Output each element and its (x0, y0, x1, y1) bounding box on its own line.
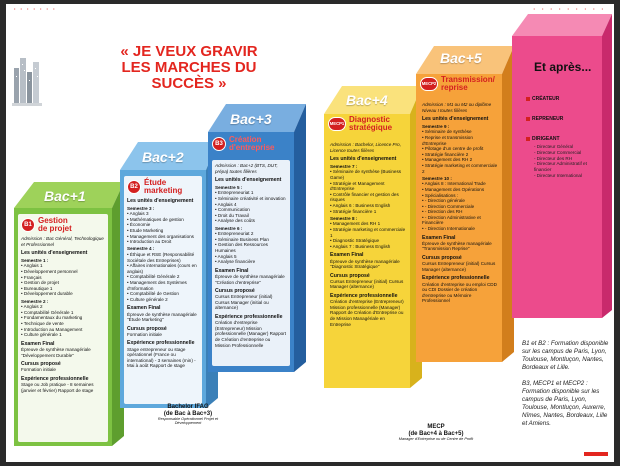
campus-note-b1b2: B1 et B2 : Formation disponible sur les campus de Paris, Lyon, Toulouse, Montluçon, Nantes, Bordeaux et Lille. (522, 340, 609, 371)
step-bac4-title-2: stratégique (349, 123, 393, 132)
list-item: • Fondamentaux du marketing (21, 315, 83, 321)
step-bac5-exam-text: Épreuve de synthèse managériale "Transmission Reprise" (422, 240, 492, 252)
step-bac1-pro-title: Expérience professionnelle (21, 375, 89, 382)
list-item: • Anglais 7 : Business English (330, 243, 391, 249)
list-item: - Directeur Administratif et financier (534, 161, 587, 173)
step-bac3-title-1: Création (229, 135, 262, 144)
step-bac5-sem9: Semestre 9 : (422, 123, 450, 129)
list-item: • Anglais 8 : International Trade (422, 181, 486, 187)
step-bac4-sem8-list (330, 221, 406, 249)
step-bac2-exam-title: Examen Final (127, 305, 161, 312)
step-bac5-pro-title: Expérience professionnelle (422, 275, 490, 282)
badge-b3: B3 (212, 137, 226, 151)
badge-mecp2: MECP2 (420, 77, 438, 91)
list-item: - Directeur Général (534, 144, 574, 149)
step-bac1-sem2-list (21, 304, 105, 338)
step-bac2-sem3-list (127, 211, 199, 245)
list-item: • Séminaire Business Plan (215, 236, 269, 242)
step-bac3-title-2: d'entreprise (229, 143, 275, 152)
list-item: • Culture générale 2 (127, 296, 168, 302)
apres-item-dirigeant (526, 136, 560, 142)
headline-line-2: LES MARCHES DU SUCCÈS » (121, 59, 257, 92)
step-bac1-exam-title: Examen Final (21, 340, 55, 347)
step-bac3-title (229, 136, 274, 152)
list-item: • Anglais 2 (21, 304, 43, 310)
step-bac4-course-title: Cursus proposé (330, 272, 370, 279)
list-item: • Français (21, 274, 42, 280)
apres-title: Et après... (534, 60, 592, 74)
list-item: • - Direction générale (422, 198, 465, 204)
step-bac5-panel (420, 100, 500, 358)
list-item: - Directeur Commercial (534, 149, 582, 155)
list-item: • Séminaire créativité et innovation (215, 196, 286, 202)
list-item: • Management des Systèmes d'Information (127, 279, 187, 291)
footer-bachelor-desc: Responsable Opérationnel Projet et Développement (157, 417, 219, 426)
list-item: • Technique de vente (21, 320, 64, 326)
list-item: • Anglais 5 (215, 253, 237, 259)
step-bac5-exam-title: Examen Final (422, 234, 456, 241)
step-bac3-exam-title: Examen Final (215, 267, 249, 274)
step-bac1-admission: Admission : Bac Général, Technologique et Professionnel (21, 236, 104, 247)
step-bac3-course-text: Cursus Entrepreneur (initial) Cursus Manager (initial ou alternance) (215, 294, 273, 311)
step-bac1-units-title: Les unités d'enseignement (21, 250, 88, 257)
apres-dirigeant-list (534, 144, 604, 179)
apres-item-dirigeant-label: DIRIGEANT (532, 136, 560, 142)
badge-b2: B2 (127, 180, 141, 194)
step-bac3-course-title: Cursus proposé (215, 288, 255, 295)
step-bac1-exam-text: Épreuve de synthèse managériale "Développement Durable" (21, 346, 91, 358)
list-item: • Éthique et RSE (Responsabilité Sociétale des Entreprises) (127, 251, 195, 263)
step-bac5-title-1: Transmission/ (441, 75, 495, 84)
step-bac2-course-title: Cursus proposé (127, 325, 167, 332)
list-item: • Séminaire de synthèse (Business Game) (330, 169, 402, 181)
list-item: • Gestion des Ressources Humaines (215, 242, 268, 253)
list-item: • Introduction au Droit (127, 239, 172, 245)
footer-mecp-title: MECP (427, 424, 445, 430)
list-item: • Stratégie marketing et commerciale 1 (330, 226, 406, 238)
step-bac4-sem7-list (330, 169, 406, 214)
footer-mecp (396, 424, 476, 441)
step-bac2-title-2: marketing (144, 186, 183, 195)
step-bac2-title (144, 179, 182, 195)
apres-item-repreneur (526, 116, 563, 122)
step-bac5-course-title: Cursus proposé (422, 255, 462, 262)
list-item: • Diagnostic Stratégique (330, 238, 380, 244)
list-item: • Affaires internationales (cours en anglais) (127, 263, 197, 274)
step-bac4 (318, 84, 422, 392)
list-item: • Mathématiques de gestion (127, 216, 184, 222)
list-item: • Spécialisations : (422, 192, 459, 198)
footer-mecp-desc: Manager d'Entreprise ou de Centre de Profit (398, 437, 474, 441)
step-bac5-label: Bac+5 (440, 50, 482, 66)
brochure-page (6, 4, 614, 462)
red-corner-mark (584, 452, 608, 456)
campus-notes (522, 340, 612, 428)
list-item: • Analyse financière (215, 259, 256, 265)
list-item: • - Direction Commerciale (422, 203, 475, 209)
step-bac2-units-title: Les unités d'enseignement (127, 198, 194, 204)
step-bac2-panel (124, 176, 202, 404)
headline-line-1: « JE VEUX GRAVIR (120, 43, 258, 60)
apres-item-repreneur-label: REPRENEUR (532, 116, 564, 122)
step-bac2-label: Bac+2 (142, 149, 184, 165)
list-item: • Comptabilité Générale 2 (127, 274, 180, 280)
step-bac5-sem10: Semestre 10 : (422, 175, 452, 181)
step-bac2-sem4: Semestre 4 : (127, 246, 155, 252)
footer-mecp-subtitle: (de Bac+4 à Bac+5) (408, 430, 464, 437)
list-item: • Bureautique 1 (21, 285, 53, 291)
city-skyline-illustration (12, 50, 42, 106)
top-strip-left: • • • • • • • (14, 6, 57, 11)
campus-note-b3: B3, MECP1 et MECP2 : Formation disponible sur les campus de Paris, Lyon, Toulouse, Montluçon, Auxerre, Nîmes, Nantes, Bordeaux, Lille et Amiens. (522, 380, 608, 427)
list-item: • Analyse des coûts (215, 218, 255, 224)
step-bac2-pro-text: Stage entrepreneur ou stage opérationnel (France ou international) - 3 semaines (min) - Mai à août Rapport de stage (127, 346, 196, 369)
list-item: • Management des RH 2 (422, 157, 473, 163)
step-bac3 (202, 102, 306, 376)
step-bac5-pro-text: Création d'entreprise ou emploi CDD ou CDI Dossier de création d'entreprise ou Mémoire Professionnel (422, 281, 497, 304)
step-bac1-label: Bac+1 (44, 188, 86, 204)
list-item: • Entrepreneuriat 2 (215, 231, 254, 237)
step-bac3-pro-text: Création d'entreprise (Entrepreneur) Mission professionnelle (Manager) Rapport de Création d'entreprise ou Mission Professionnelle (215, 320, 286, 348)
list-item: • Anglais 6 : Business English (330, 203, 391, 209)
step-bac5-sem10-list (422, 181, 498, 231)
step-bac3-sem5-list (215, 190, 287, 224)
step-bac1-course-text: Formation initiale (21, 367, 56, 373)
step-bac1-sem1-list (21, 263, 105, 297)
list-item: • Comptabilité Générale 1 (21, 309, 74, 315)
list-item: • Développement durable (21, 291, 73, 297)
apres-item-createur (526, 96, 559, 102)
step-bac3-sem6: Semestre 6 : (215, 225, 243, 231)
step-bac3-sem5: Semestre 5 : (215, 184, 243, 190)
apres-item-createur-label: CRÉATEUR (532, 96, 560, 102)
step-bac2-pro-title: Expérience professionnelle (127, 340, 195, 347)
step-bac5-admission: Admission : M1 ou M2 ou diplôme Niveau I toutes filières (422, 102, 492, 113)
list-item: • Management des RH 1 (330, 221, 381, 227)
step-bac3-header (212, 136, 274, 152)
list-item: • Etude Marketing (127, 228, 164, 234)
footer-bachelor (148, 404, 228, 426)
badge-b1: B1 (21, 218, 35, 232)
list-item: • Entrepreneuriat 1 (215, 190, 254, 196)
list-item: • Stratégie et Management d'Entreprise (330, 180, 385, 192)
step-bac3-panel (212, 160, 290, 366)
step-bac4-sem7: Semestre 7 : (330, 163, 358, 169)
list-item: • Management des Opérations (422, 186, 485, 192)
step-bac2-sem4-list (127, 252, 199, 302)
headline (94, 44, 284, 92)
list-item: • Contrôle financier et gestion des risques (330, 191, 399, 203)
step-bac3-sem6-list (215, 231, 287, 265)
step-bac3-units-title: Les unités d'enseignement (215, 177, 282, 184)
step-bac3-exam-text: Épreuve de synthèse managériale "Création d'entreprise" (215, 273, 285, 285)
step-bac1 (8, 180, 124, 450)
list-item: • - Direction Internationale (422, 226, 475, 232)
list-item: • Anglais 4 (215, 201, 237, 207)
step-bac5-header (420, 76, 495, 92)
list-item: • Stratégie financière 1 (330, 208, 377, 214)
list-item: • Communication (215, 207, 250, 213)
step-bac4-exam-title: Examen Final (330, 252, 364, 259)
step-bac4-units-title: Les unités d'enseignement (330, 156, 397, 163)
step-bac1-sem2: Semestre 2 : (21, 298, 49, 304)
list-item: • Culture générale 1 (21, 332, 62, 338)
step-bac3-label: Bac+3 (230, 111, 272, 127)
list-item: • Développement personnel (21, 269, 78, 275)
step-bac2-course-text: Formation initiale (127, 331, 162, 337)
top-strip-right: • • • • • • • • • (533, 6, 606, 11)
step-bac4-header (328, 116, 392, 132)
step-bac1-panel (18, 214, 108, 442)
badge-mecp1: MECP1 (328, 117, 346, 131)
step-bac4-pro-text: Création d'entreprise (Entrepreneur) Mission professionnelle (Manager) Rapport de Création d'Entreprise ou de Mission Managériale en Entreprise (330, 299, 404, 327)
step-bac4-title (349, 116, 392, 132)
step-bac1-sem1: Semestre 1 : (21, 257, 49, 263)
step-bac4-admission: Admission : Bachelor, Licence Pro, Licence toutes filières (330, 142, 401, 153)
step-bac5-units-title: Les unités d'enseignement (422, 116, 489, 123)
step-bac1-pro-text: Stage ou Job pratique - 8 semaines (janvier et février) Rapport de stage (21, 382, 94, 393)
step-bac5-title-2: reprise (441, 83, 468, 92)
step-bac5 (410, 44, 514, 366)
step-bac4-label: Bac+4 (346, 92, 388, 108)
step-bac5-title (441, 76, 495, 92)
list-item: • Anglais 1 (21, 263, 43, 269)
step-et-apres (508, 12, 612, 322)
step-bac5-sem9-list (422, 129, 498, 174)
step-bac4-title-1: Diagnostic (349, 115, 390, 124)
step-bac4-exam-text: Épreuve de synthèse managériale "Diagnostic Stratégique" (330, 258, 400, 270)
list-item: • - Direction des RH (422, 209, 463, 215)
step-bac3-admission: Admission : Bac+2 (BTS, DUT, prépa) toutes filières (215, 163, 278, 174)
footer-bachelor-subtitle: (de Bac à Bac+3) (163, 410, 213, 417)
step-bac2-exam-text: Épreuve de synthèse managériale "Étude Marketing" (127, 311, 197, 323)
list-item: • Reprise et transmission d'Entreprise (422, 135, 473, 146)
step-bac4-course-text: Cursus Entrepreneur (initial) Cursus Manager (alternance) (330, 278, 404, 290)
list-item: • Stratégie financière 2 (422, 151, 469, 157)
step-bac1-title-2: de projet (38, 224, 72, 233)
list-item: • Économie (127, 222, 151, 228)
list-item: • Droit du Travail (215, 212, 249, 218)
list-item: • Comptabilité de Gestion (127, 291, 179, 297)
step-bac4-panel (328, 140, 408, 384)
list-item: • Stratégie marketing et commerciale 2 (422, 163, 498, 174)
list-item: • Introduction au Management (21, 326, 83, 332)
list-item: • Anglais 3 (127, 211, 149, 217)
footer-bachelor-title: Bachelor IFAG (167, 404, 209, 410)
step-bac3-pro-title: Expérience professionnelle (215, 314, 283, 321)
list-item: - Directeur International (534, 172, 583, 178)
step-bac2-sem3: Semestre 3 : (127, 205, 155, 211)
list-item: • Séminaire de synthèse (422, 129, 472, 135)
list-item: • Gestion de projet (21, 280, 59, 286)
list-item: • Management des organisations (127, 233, 194, 239)
step-bac5-course-text: Cursus Entrepreneur (initial) Cursus Manager (alternance) (422, 261, 496, 272)
list-item: • - Direction Administrative et Financière (422, 214, 481, 226)
step-bac1-course-title: Cursus proposé (21, 361, 61, 368)
step-bac1-title-1: Gestion (38, 216, 68, 225)
list-item: • Pilotage d'un centre de profit (422, 146, 484, 152)
step-bac1-title (38, 217, 72, 233)
step-bac4-pro-title: Expérience professionnelle (330, 293, 398, 300)
step-bac2-title-1: Étude (144, 178, 167, 187)
step-bac4-sem8: Semestre 8 : (330, 215, 358, 221)
list-item: - Directeur des RH (534, 155, 573, 161)
